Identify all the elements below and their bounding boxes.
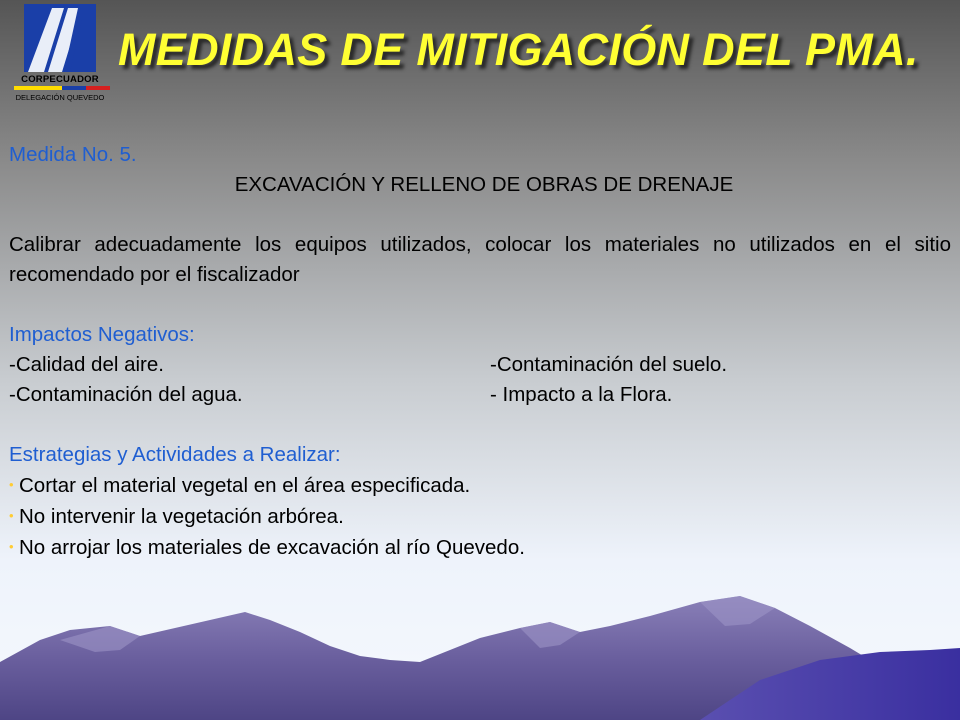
spacer (9, 200, 951, 230)
spacer (9, 410, 951, 440)
list-item (9, 470, 951, 501)
logo-flag-stripe (14, 86, 110, 90)
list-item (9, 532, 951, 563)
impactos-row (9, 380, 951, 410)
logo-emblem-icon (22, 2, 98, 74)
bullet-icon: • (9, 477, 14, 492)
logo-name: CORPECUADOR (21, 74, 99, 85)
slide-content (9, 140, 951, 563)
impactos-row (9, 350, 951, 380)
list-item-text: Cortar el material vegetal en el área especificada. (19, 474, 471, 497)
medida-heading: EXCAVACIÓN Y RELLENO DE OBRAS DE DRENAJE (234, 173, 734, 196)
corpecuador-logo (4, 2, 116, 106)
medida-description: Calibrar adecuadamente los equipos utilizados, colocar los materiales no utilizados en el sitio recomendado por el fiscalizador (9, 233, 951, 286)
spacer (9, 290, 951, 320)
mountains-decoration (0, 590, 960, 720)
bullet-icon: • (9, 539, 14, 554)
bullet-icon: • (9, 508, 14, 523)
impacto-item: - Impacto a la Flora. (490, 383, 673, 406)
impacto-item: -Contaminación del agua. (9, 383, 243, 406)
impactos-label: Impactos Negativos: (9, 323, 195, 346)
medida-label: Medida No. 5. (9, 143, 137, 166)
impacto-item: -Calidad del aire. (9, 353, 164, 376)
impacto-item: -Contaminación del suelo. (490, 353, 728, 376)
page-title: MEDIDAS DE MITIGACIÓN DEL PMA. (118, 24, 919, 75)
list-item (9, 501, 951, 532)
list-item-text: No intervenir la vegetación arbórea. (19, 505, 344, 528)
logo-subtitle: DELEGACIÓN QUEVEDO (15, 93, 105, 102)
list-item-text: No arrojar los materiales de excavación al río Quevedo. (19, 536, 525, 559)
estrategias-label: Estrategias y Actividades a Realizar: (9, 443, 341, 466)
